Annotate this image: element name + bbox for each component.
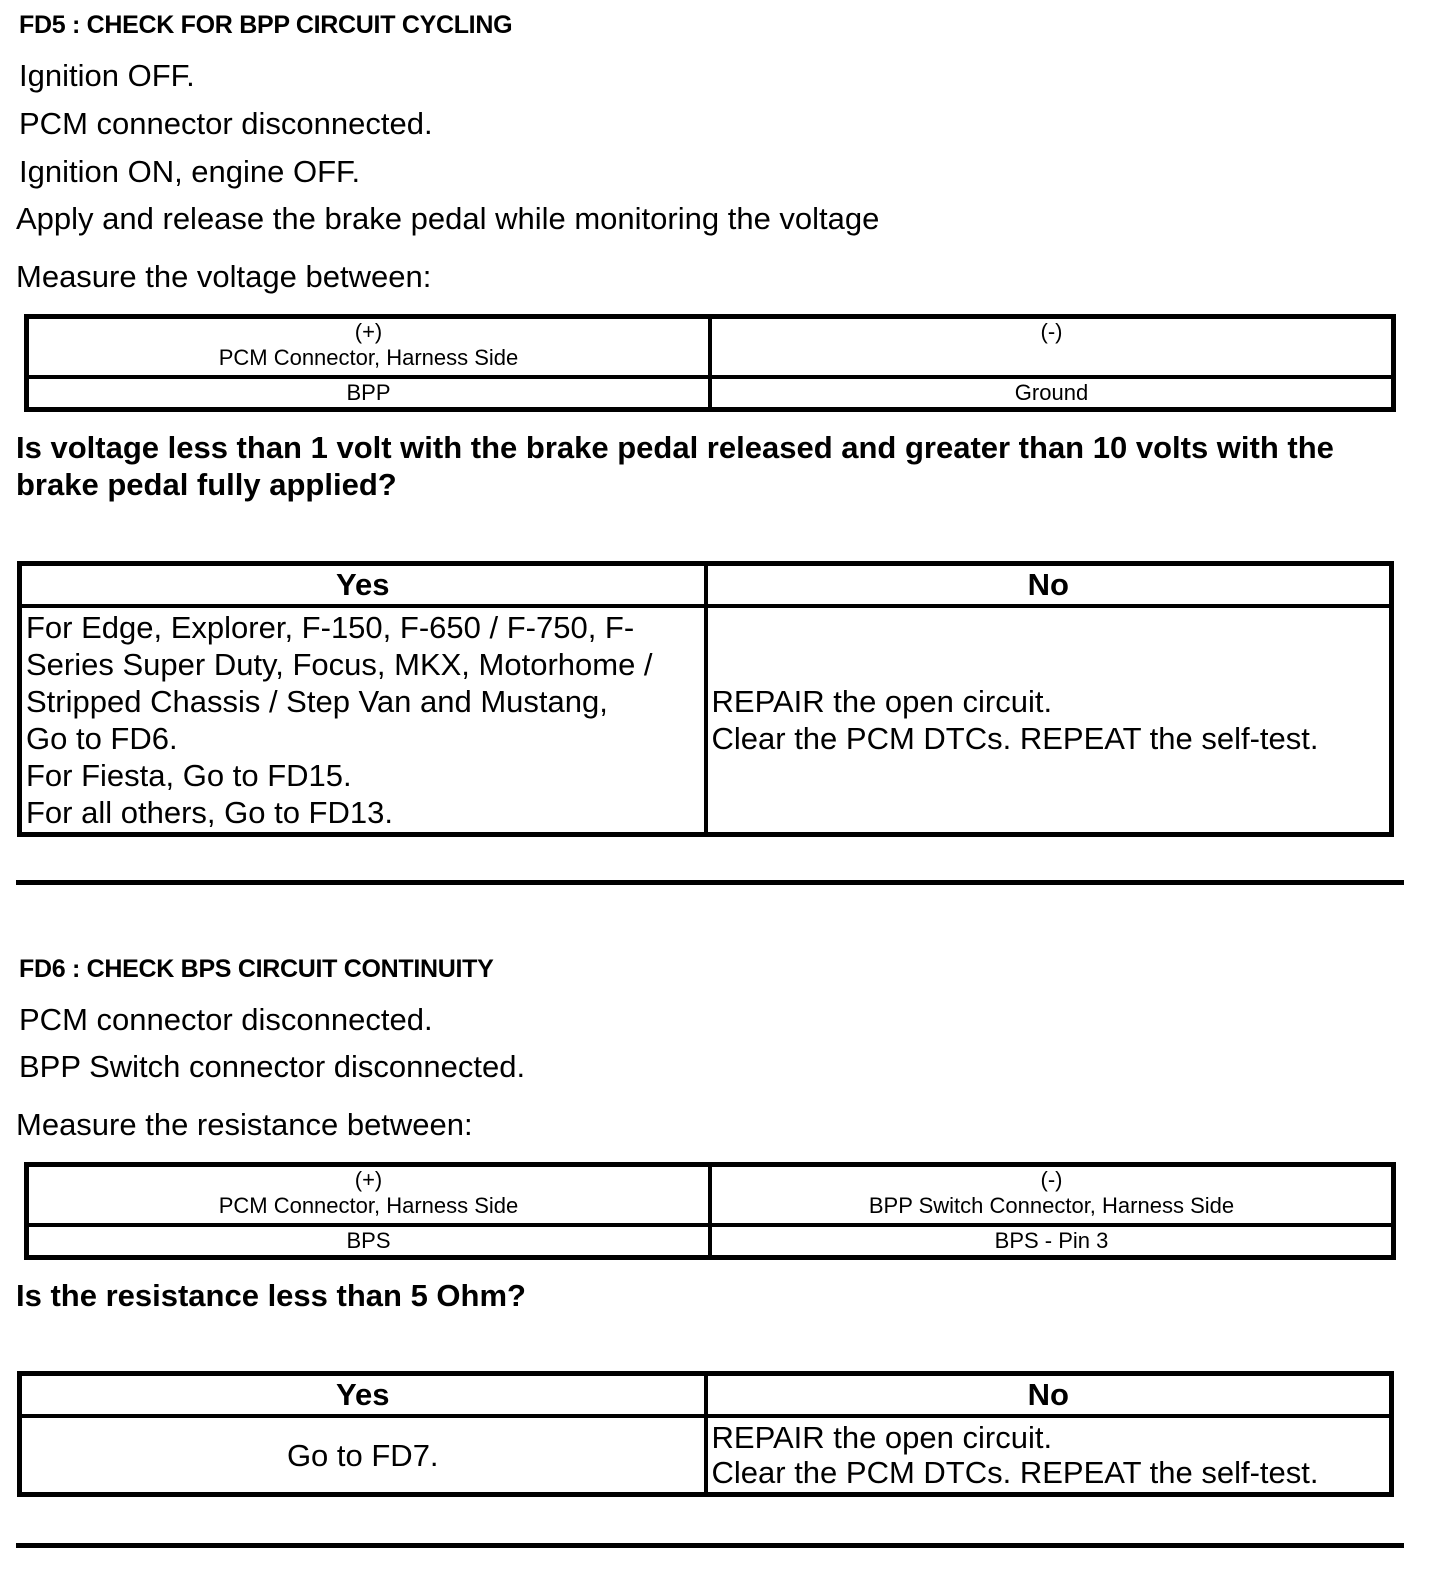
- fd5-yes-line-6: For all others, Go to FD13.: [26, 795, 393, 830]
- fd5-no-cell: [706, 606, 1392, 835]
- fd6-result-table: [17, 1371, 1394, 1497]
- fd5-yes-line-2: Series Super Duty, Focus, MKX, Motorhome /: [26, 647, 653, 682]
- fd5-yes-line-5: For Fiesta, Go to FD15.: [26, 758, 352, 793]
- fd5-measure-label: Measure the voltage between:: [16, 259, 432, 294]
- fd5-no-line-2: Clear the PCM DTCs. REPEAT the self-test.: [711, 721, 1319, 756]
- fd6-measure-label: Measure the resistance between:: [16, 1107, 473, 1142]
- plus-description: PCM Connector, Harness Side: [218, 1193, 519, 1218]
- fd5-yes-line-3: Stripped Chassis / Step Van and Mustang,: [26, 684, 608, 719]
- fd6-question: Is the resistance less than 5 Ohm?: [16, 1278, 526, 1313]
- plus-label: (+): [354, 319, 383, 344]
- fd6-minus-value: BPS - Pin 3: [710, 1225, 1394, 1258]
- fd6-plus-header: [27, 1165, 711, 1226]
- fd6-no-cell: [706, 1416, 1392, 1495]
- fd6-minus-header: [710, 1165, 1394, 1226]
- fd6-yes-cell: [20, 1416, 706, 1495]
- fd5-minus-header: [710, 317, 1394, 378]
- minus-label: (-): [1040, 1167, 1063, 1192]
- fd5-measure-table: [24, 314, 1396, 412]
- fd5-no-line-1: REPAIR the open circuit.: [711, 684, 1053, 719]
- fd5-question: Is voltage less than 1 volt with the brake pedal released and greater than 10 volts with the brake pedal fully applied?: [16, 430, 1334, 502]
- fd5-result-table: [17, 561, 1394, 837]
- fd6-no-line-1: REPAIR the open circuit.: [711, 1420, 1053, 1455]
- fd5-yes-header: Yes: [20, 564, 706, 607]
- plus-label: (+): [354, 1167, 383, 1192]
- fd6-step-1: PCM connector disconnected.: [19, 1002, 433, 1037]
- fd6-step-2: BPP Switch connector disconnected.: [19, 1049, 526, 1084]
- fd6-plus-value: BPS: [27, 1225, 711, 1258]
- plus-description: PCM Connector, Harness Side: [218, 345, 519, 370]
- fd5-step-1: Ignition OFF.: [19, 58, 195, 93]
- fd6-no-line-2: Clear the PCM DTCs. REPEAT the self-test.: [711, 1455, 1319, 1490]
- section-divider: [16, 880, 1404, 885]
- fd5-plus-value: BPP: [27, 377, 711, 410]
- fd5-yes-line-4: Go to FD6.: [26, 721, 178, 756]
- fd5-step-4: Apply and release the brake pedal while monitoring the voltage: [16, 201, 880, 236]
- minus-description: BPP Switch Connector, Harness Side: [868, 1193, 1235, 1218]
- fd5-minus-value: Ground: [710, 377, 1394, 410]
- fd6-yes-header: Yes: [20, 1374, 706, 1417]
- fd5-no-header: No: [706, 564, 1392, 607]
- fd6-no-header: No: [706, 1374, 1392, 1417]
- fd5-yes-line-1: For Edge, Explorer, F-150, F-650 / F-750, F-: [26, 610, 635, 645]
- fd5-section-title: FD5 : CHECK FOR BPP CIRCUIT CYCLING: [19, 11, 513, 39]
- fd6-measure-table: [24, 1162, 1396, 1260]
- fd5-step-2: PCM connector disconnected.: [19, 106, 433, 141]
- fd5-plus-header: [27, 317, 711, 378]
- fd5-step-3: Ignition ON, engine OFF.: [19, 154, 361, 189]
- minus-label: (-): [1040, 319, 1063, 344]
- section-divider-bottom: [16, 1543, 1404, 1548]
- fd5-yes-cell: [20, 606, 706, 835]
- fd6-yes-line-1: Go to FD7.: [286, 1437, 439, 1473]
- fd6-section-title: FD6 : CHECK BPS CIRCUIT CONTINUITY: [19, 955, 494, 983]
